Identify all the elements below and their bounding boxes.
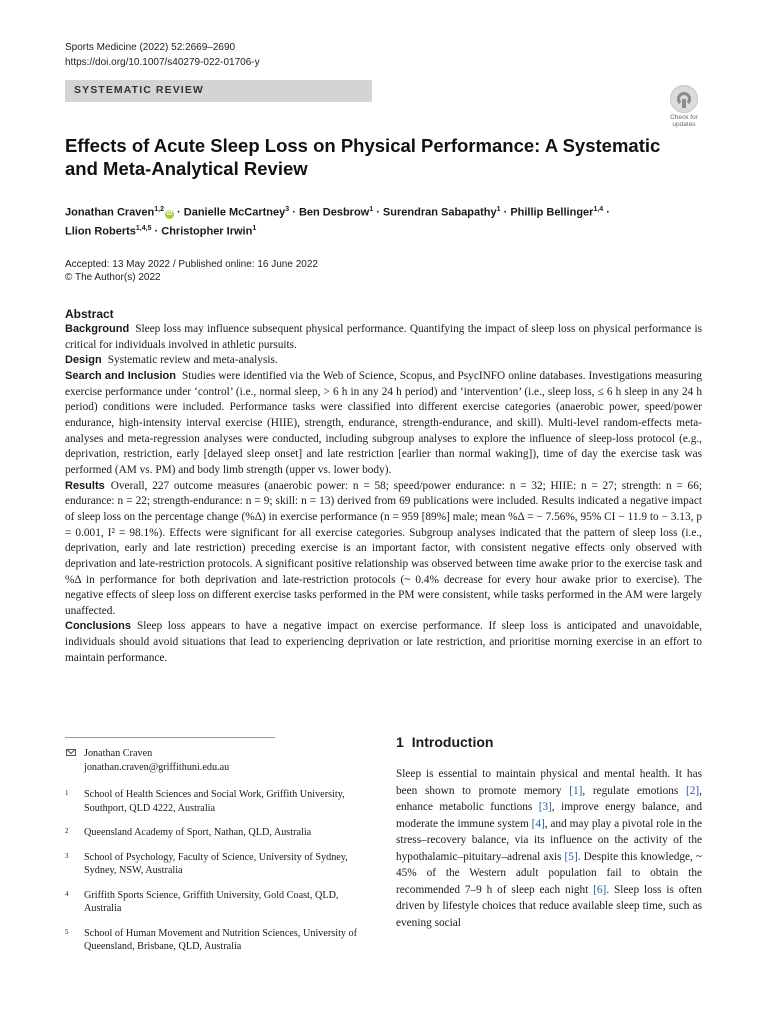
body-text: , regulate emotions — [582, 784, 686, 797]
affiliation-number: 2 — [65, 827, 69, 835]
affiliation-text: Queensland Academy of Sport, Nathan, QLD, Australia — [84, 827, 312, 838]
check-for-updates-button[interactable] — [664, 85, 704, 128]
affiliation-number: 5 — [65, 927, 69, 936]
author-name[interactable]: Phillip Bellinger — [510, 206, 594, 219]
author-list — [65, 202, 715, 239]
affiliation-item — [65, 927, 365, 954]
citation-link[interactable]: [3] — [538, 801, 552, 814]
corresponding-author — [65, 747, 365, 774]
body-text: , improve energy balance, and moderate the immune system — [396, 801, 702, 830]
abstract-conclusions — [65, 619, 702, 666]
author-affiliation-sup: 1,4,5 — [135, 224, 152, 232]
footnote-divider — [65, 737, 275, 738]
author-separator: · — [500, 206, 511, 219]
publication-info — [65, 258, 318, 284]
author-separator: · — [151, 225, 162, 238]
abstract-text: Studies were identified via the Web of Science, Scopus, and PsycINFO online databases. Investigations measuring exercise performance under ‘control’ (i.e., normal sleep, > 6 h in any 24 h period) and ‘intervention’ (i.e., sleep loss, ≤ 6 h sleep in any 24 h period) conditions were included. Performance tasks were classified into different exercise categories (anaerobic power, speed/power endurance, high-intensity interval exercise (HIIE), strength, endurance, strength-endurance, and skill). Multi-level random-effects meta-analyses and meta-regression analyses were conducted, including subgroup analyses to explore the influence of sleep-loss protocol (e.g., deprivation, restriction, early [delayed sleep onset] and late restriction [earlier than normal waking]), time of day the exercise task was performed (AM vs. PM) and body limb strength (upper vs. lower body). — [65, 369, 702, 476]
abstract-search — [65, 369, 702, 479]
affiliation-number: 1 — [65, 789, 69, 797]
affiliation-number: 4 — [65, 889, 69, 898]
abstract-text: Sleep loss appears to have a negative impact on exercise performance. If sleep loss is anticipated and unavoidable, individuals should avoid situations that lead to experiencing deprivation or late restriction, and prioritise morning exercise in an effort to maintain performance. — [65, 620, 702, 664]
section-title: Introduction — [411, 734, 494, 750]
citation-link[interactable]: [6] — [593, 883, 607, 896]
affiliation-text: Griffith Sports Science, Griffith University, Gold Coast, QLD, Australia — [84, 889, 339, 914]
publication-dates: Accepted: 13 May 2022 / Published online: 16 June 2022 — [65, 259, 318, 270]
orcid-icon[interactable]: iD — [166, 210, 173, 217]
copyright-notice: © The Author(s) 2022 — [65, 272, 161, 283]
author-affiliation-sup: 1 — [252, 224, 257, 232]
author-affiliation-sup: 3 — [285, 206, 290, 213]
citation-link[interactable]: [4] — [531, 817, 545, 830]
title-line-2: and Meta-Analytical Review — [65, 158, 308, 179]
author-affiliation-sup: 1,2 — [154, 206, 164, 213]
envelope-icon — [66, 749, 76, 756]
abstract-subheading: Conclusions — [65, 620, 132, 633]
author-separator: · — [173, 206, 184, 219]
section-number: 1 — [396, 734, 404, 750]
author-separator: · — [373, 206, 383, 219]
author-affiliation-sup: 1 — [369, 206, 374, 213]
abstract-title: Abstract — [65, 307, 114, 321]
check-for-updates-icon — [670, 85, 698, 113]
affiliation-item — [65, 851, 365, 878]
doi-link[interactable]: https://doi.org/10.1007/s40279-022-01706-y — [65, 57, 260, 68]
citation-link[interactable]: [5] — [564, 850, 578, 863]
abstract-subheading: Background — [65, 323, 130, 335]
abstract-text: Overall, 227 outcome measures (anaerobic power: n = 58; speed/power endurance: n = 32; HIIE: n = 27; strength: n = 66; endurance: n = 22; strength-endurance: n = 9; skill: n = 13) derived from 69 publications were included. Results indicated a negative impact of sleep loss on the percentage change (%Δ) in exercise performance (n = 959 [89%] male; mean %Δ = − 7.56%, 95% CI − 11.9 to − 3.13, p = 0.001, I² = 98.1%). Effects were significant for all exercise categories. Subgroup analyses indicated that the pattern of sleep loss (i.e., deprivation, early and late restriction) preceding exercise is an important factor, with consistent negative effects only observed with deprivation and late-restriction protocols. A significant positive relationship was observed between time awake prior to the exercise task and %Δ in performance for both deprivation and late-restriction protocols (~ 0.4% decrease for every hour awake prior to exercise). The negative effects of sleep loss on different exercise tasks performed in the PM were consistent, while tasks performed in the AM were largely unaffected. — [65, 479, 702, 617]
corresponding-author-name: Jonathan Craven — [84, 748, 153, 759]
author-separator: · — [289, 206, 299, 219]
citation-link[interactable]: [1] — [569, 784, 583, 797]
body-text: , enhance metabolic functions — [396, 784, 702, 814]
abstract-text: Sleep loss may influence subsequent physical performance. Quantifying the impact of sleep loss on physical performance is critical for individuals involved in athletic pursuits. — [65, 323, 702, 351]
author-affiliation-sup: 1,4 — [593, 206, 604, 213]
article-type-label: SYSTEMATIC REVIEW — [74, 84, 204, 96]
abstract-text: Systematic review and meta-analysis. — [107, 354, 278, 367]
abstract-background — [65, 322, 702, 353]
abstract-results — [65, 479, 702, 620]
affiliation-item — [65, 788, 365, 815]
author-name[interactable]: Christopher Irwin — [161, 225, 253, 238]
author-affiliation-sup: 1 — [496, 206, 501, 213]
author-name[interactable]: Surendran Sabapathy — [382, 206, 497, 219]
author-separator: · — [603, 206, 610, 219]
article-title — [65, 134, 665, 180]
journal-reference — [65, 40, 260, 70]
author-name[interactable]: Llion Roberts — [65, 225, 136, 238]
body-text: . Despite this knowledge, ~ 45% of the Western adult population fail to obtain the recommended 7–9 h of sleep each night — [396, 850, 702, 896]
introduction-paragraph — [396, 766, 702, 931]
abstract-section — [65, 306, 702, 666]
article-type-banner — [65, 80, 372, 102]
body-text: . Sleep loss is often driven by lifestyle choices that reduce available sleep time, such as evening social — [396, 883, 702, 929]
title-line-1: Effects of Acute Sleep Loss on Physical Performance: A Systematic — [65, 135, 661, 156]
abstract-subheading: Search and Inclusion — [65, 369, 176, 382]
body-text: , and may play a pivotal role in the stress–recovery balance, via its influence on the activity of the hypothalamic–pituitary–adrenal axis — [396, 817, 703, 863]
author-name[interactable]: Ben Desbrow — [298, 206, 370, 219]
affiliation-number: 3 — [65, 851, 69, 860]
check-for-updates-label: Check for updates — [670, 114, 698, 128]
corresponding-author-email[interactable]: jonathan.craven@griffithuni.edu.au — [84, 761, 230, 773]
footnotes — [65, 747, 365, 965]
affiliation-item — [65, 826, 365, 840]
citation-link[interactable]: [2] — [685, 784, 700, 797]
affiliation-item — [65, 889, 365, 916]
affiliation-text: School of Psychology, Faculty of Science, University of Sydney, Sydney, NSW, Australia — [84, 851, 348, 876]
section-heading-introduction — [396, 733, 493, 751]
abstract-subheading: Results — [65, 479, 105, 492]
affiliation-text: School of Health Sciences and Social Work, Griffith University, Southport, QLD 4222, Australia — [84, 789, 345, 814]
author-name[interactable]: Jonathan Craven — [65, 206, 155, 219]
affiliation-text: School of Human Movement and Nutrition Sciences, University of Queensland, Brisbane, QLD, Australia — [84, 927, 358, 952]
abstract-design — [65, 353, 702, 369]
author-name[interactable]: Danielle McCartney — [183, 206, 286, 219]
abstract-subheading: Design — [65, 354, 102, 367]
journal-citation: Sports Medicine (2022) 52:2669–2690 — [65, 42, 236, 53]
body-text: Sleep is essential to maintain physical and mental health. It has been shown to promote memory — [396, 768, 702, 797]
